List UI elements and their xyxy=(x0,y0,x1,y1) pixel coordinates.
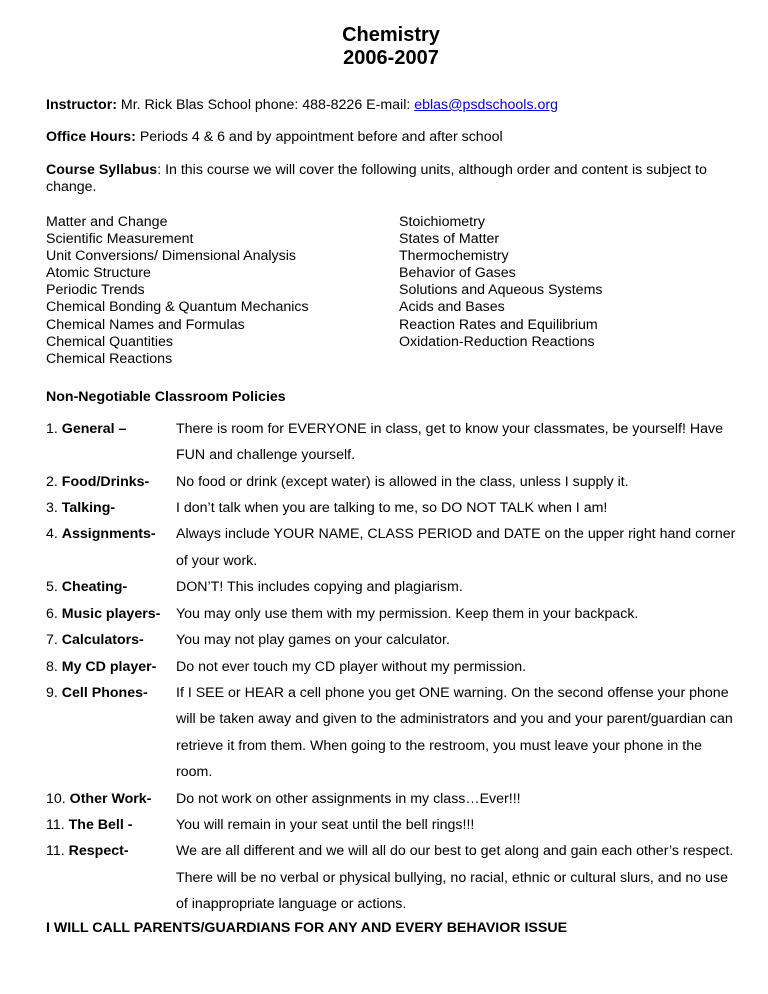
policy-label: Respect- xyxy=(68,843,129,860)
policy-label: General – xyxy=(61,420,127,437)
unit-item: Chemical Quantities xyxy=(46,333,173,350)
policy-item xyxy=(46,601,736,627)
unit-item: Chemical Reactions xyxy=(46,350,173,367)
policy-item xyxy=(46,469,736,495)
policy-label: Music players- xyxy=(61,605,161,622)
unit-item: Acids and Bases xyxy=(399,299,505,316)
syllabus-label: Course Syllabus xyxy=(46,162,158,178)
unit-list-left xyxy=(46,214,399,368)
policy-number: 11. xyxy=(46,816,69,833)
policy-number: 3. xyxy=(46,500,62,517)
policy-label: Assignments- xyxy=(61,526,156,543)
policy-item xyxy=(46,812,736,838)
policy-label: Cheating- xyxy=(61,579,128,596)
unit-item: Reaction Rates and Equilibrium xyxy=(399,316,598,333)
policy-item xyxy=(46,495,736,521)
unit-item: Stoichiometry xyxy=(399,214,485,230)
parent-call-notice: I WILL CALL PARENTS/GUARDIANS FOR ANY AND EVERY BEHAVIOR ISSUE xyxy=(46,919,568,936)
policy-number: 8. xyxy=(46,658,62,675)
policy-number: 2. xyxy=(46,473,62,490)
unit-item: Solutions and Aqueous Systems xyxy=(399,282,603,299)
policy-text: No food or drink (except water) is allowed in the class, unless I supply it. xyxy=(176,473,629,490)
unit-item: Chemical Bonding & Quantum Mechanics xyxy=(46,299,309,316)
policy-item xyxy=(46,654,736,680)
unit-item: Behavior of Gases xyxy=(399,265,516,282)
policy-text: You may not play games on your calculator. xyxy=(176,632,450,649)
instructor-label: Instructor: xyxy=(46,97,117,113)
unit-item: Unit Conversions/ Dimensional Analysis xyxy=(46,248,296,265)
policy-item xyxy=(46,838,736,917)
policy-number: 1. xyxy=(46,420,62,437)
policy-label: Food/Drinks- xyxy=(61,473,150,490)
title-course: Chemistry xyxy=(342,24,440,46)
policies-heading: Non-Negotiable Classroom Policies xyxy=(46,388,286,405)
policy-text: Do not work on other assignments in my class…Ever!!! xyxy=(176,790,521,807)
policy-text: You will remain in your seat until the bell rings!!! xyxy=(176,816,475,833)
unit-item: Periodic Trends xyxy=(46,282,145,299)
policy-number: 7. xyxy=(46,632,62,649)
title-year: 2006-2007 xyxy=(343,47,439,69)
office-hours-label: Office Hours: xyxy=(46,129,136,145)
policy-text: Always include YOUR NAME, CLASS PERIOD and DATE on the upper right hand corner of your work. xyxy=(176,526,736,569)
instructor-info: Mr. Rick Blas School phone: 488-8226 E-mail: xyxy=(116,97,415,113)
policy-number: 6. xyxy=(46,605,62,622)
office-hours-line xyxy=(46,129,736,146)
syllabus-text: : In this course we will cover the following units, although order and content is subject to change. xyxy=(46,162,707,195)
policy-label: My CD player- xyxy=(61,658,157,675)
unit-item: Scientific Measurement xyxy=(46,231,194,248)
instructor-line xyxy=(46,97,736,114)
policy-text: We are all different and we will all do our best to get along and gain each other’s respect. There will be no verbal or physical bullying, no racial, ethnic or cultural slurs, and no use of inappropriate language or actions. xyxy=(176,843,734,913)
policy-number: 4. xyxy=(46,526,62,543)
policy-label: Cell Phones- xyxy=(61,684,148,701)
policy-list xyxy=(46,416,736,918)
document-title xyxy=(46,24,736,70)
syllabus-page xyxy=(46,24,736,937)
policy-item xyxy=(46,574,736,600)
policy-item xyxy=(46,680,736,786)
policy-text: If I SEE or HEAR a cell phone you get ONE warning. On the second offense your phone will be taken away and given to the administrators and you and your parent/guardian can retrieve it from them. When going to the restroom, you must leave your phone in the room. xyxy=(176,684,733,781)
policy-item xyxy=(46,416,736,469)
policy-item xyxy=(46,521,736,574)
unit-item: States of Matter xyxy=(399,231,500,248)
policy-label: The Bell - xyxy=(68,816,133,833)
policy-text: I don’t talk when you are talking to me, so DO NOT TALK when I am! xyxy=(176,500,608,517)
instructor-email-link[interactable]: eblas@psdschools.org xyxy=(414,97,558,113)
policy-label: Calculators- xyxy=(61,632,144,649)
policy-text: Do not ever touch my CD player without my permission. xyxy=(176,658,527,675)
unit-list xyxy=(46,214,736,368)
policy-label: Other Work- xyxy=(69,790,152,807)
unit-item: Chemical Names and Formulas xyxy=(46,316,245,333)
unit-item: Matter and Change xyxy=(46,214,168,230)
policy-text: You may only use them with my permission. Keep them in your backpack. xyxy=(176,605,639,622)
policy-number: 11. xyxy=(46,843,69,860)
policy-label: Talking- xyxy=(61,500,116,517)
syllabus-intro xyxy=(46,162,736,196)
policy-text: DON’T! This includes copying and plagiarism. xyxy=(176,579,463,596)
policy-number: 9. xyxy=(46,684,62,701)
policy-text: There is room for EVERYONE in class, get to know your classmates, be yourself! Have FUN and challenge yourself. xyxy=(176,420,723,464)
unit-list-right xyxy=(399,214,602,368)
office-hours-text: Periods 4 & 6 and by appointment before and after school xyxy=(135,129,503,145)
policy-item xyxy=(46,786,736,812)
policy-item xyxy=(46,627,736,653)
policy-number: 10. xyxy=(46,790,70,807)
policy-number: 5. xyxy=(46,579,62,596)
unit-item: Thermochemistry xyxy=(399,248,509,265)
unit-item: Atomic Structure xyxy=(46,265,151,282)
unit-item: Oxidation-Reduction Reactions xyxy=(399,333,595,350)
